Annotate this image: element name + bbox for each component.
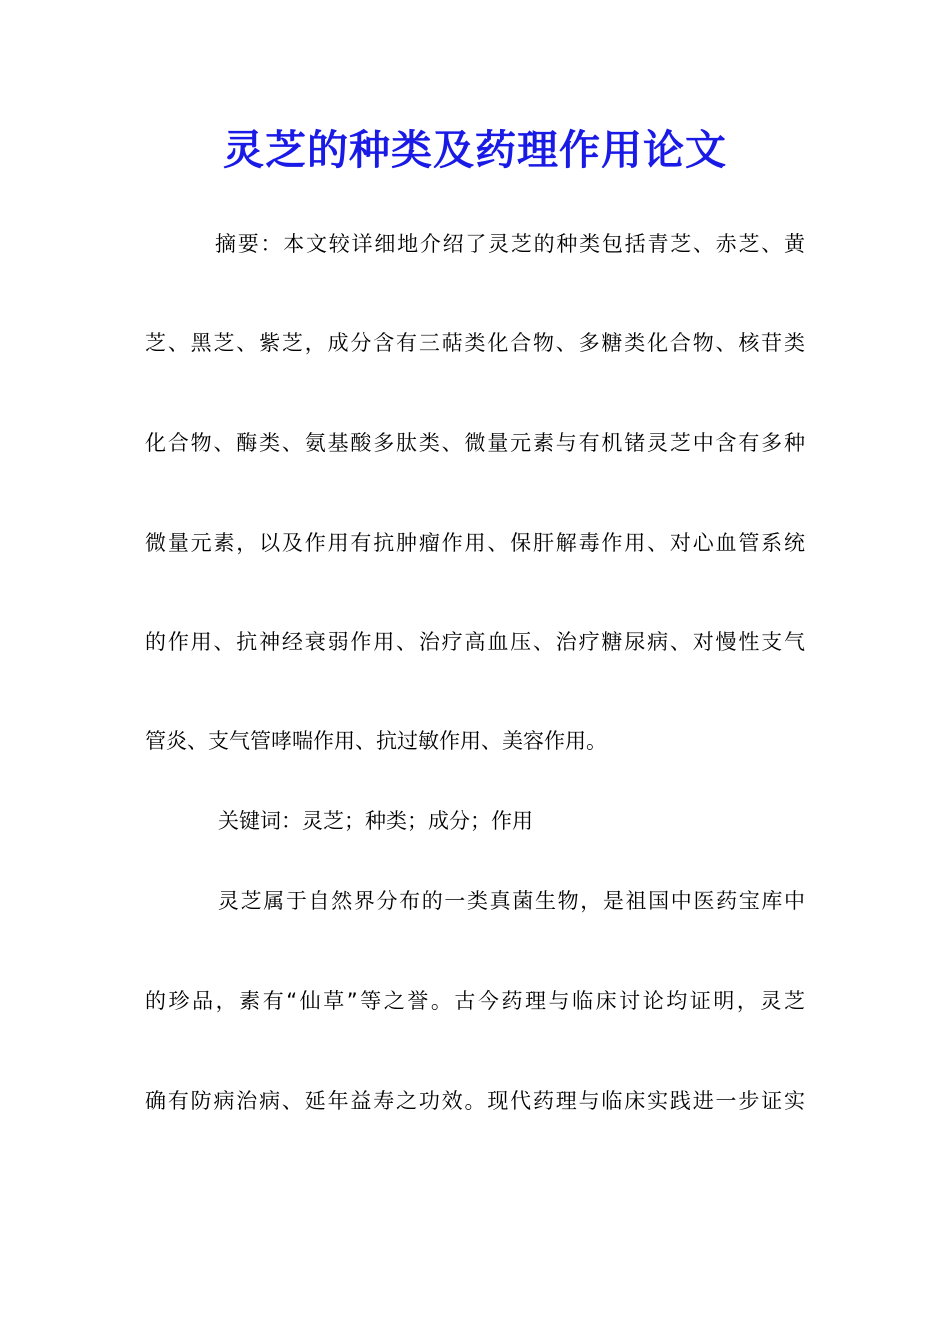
body-line: 灵芝属于自然界分布的一类真菌生物，是祖国中医药宝库中 [218, 889, 805, 913]
abstract-line: 芝、黑芝、紫芝，成分含有三萜类化合物、多糖类化合物、核苷类 [145, 331, 805, 355]
abstract-line: 化合物、酶类、氨基酸多肽类、微量元素与有机锗灵芝中含有多种 [145, 431, 805, 455]
abstract-line: 的作用、抗神经衰弱作用、治疗高血压、治疗糖尿病、对慢性支气 [145, 630, 805, 654]
document-title: 灵芝的种类及药理作用论文 [223, 126, 727, 174]
body-line: 的珍品，素有“仙草”等之誉。古今药理与临床讨论均证明，灵芝 [145, 989, 805, 1013]
abstract-line: 微量元素，以及作用有抗肿瘤作用、保肝解毒作用、对心血管系统 [145, 531, 805, 555]
abstract-line: 管炎、支气管哮喘作用、抗过敏作用、美容作用。 [145, 729, 607, 753]
keywords-line: 关键词：灵芝；种类；成分；作用 [218, 809, 533, 833]
body-line: 确有防病治病、延年益寿之功效。现代药理与临床实践进一步证实 [145, 1089, 805, 1113]
abstract-line: 摘要：本文较详细地介绍了灵芝的种类包括青芝、赤芝、黄 [215, 232, 805, 256]
